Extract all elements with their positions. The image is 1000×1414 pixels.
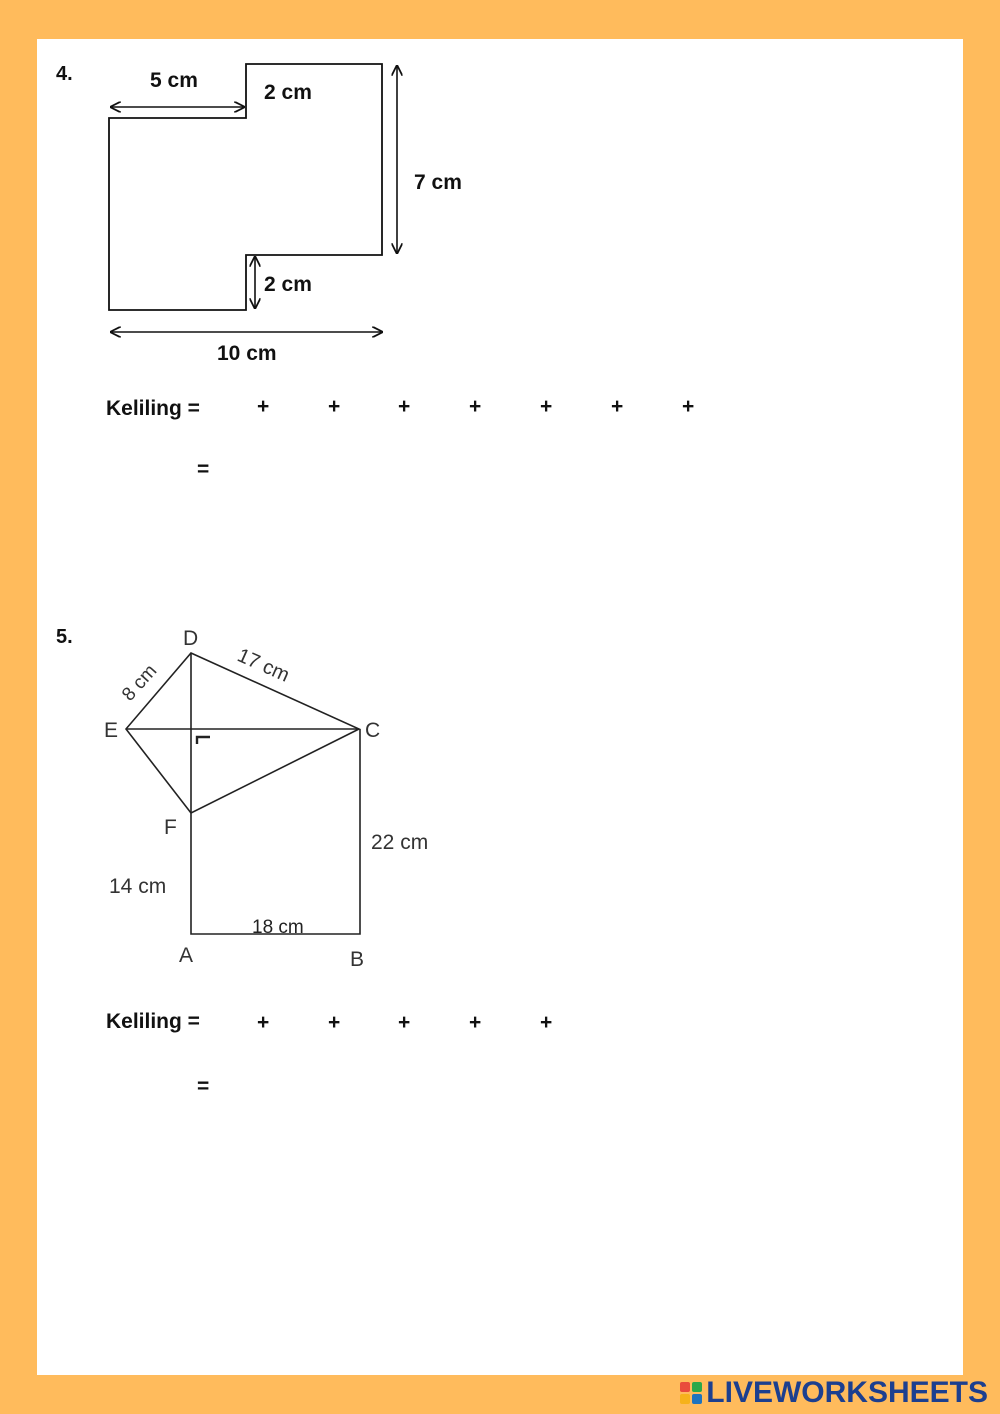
label-DC: 17 cm (233, 644, 293, 687)
q5-answer-4[interactable] (420, 1010, 470, 1040)
question-4-equals: = (197, 458, 210, 481)
question-4-number: 4. (56, 63, 73, 85)
vertex-B: B (350, 948, 365, 971)
q4-plus-1: + (257, 395, 270, 418)
q5-answer-1[interactable] (208, 1010, 258, 1040)
q4-plus-6: + (611, 395, 624, 418)
q4-answer-4[interactable] (420, 395, 470, 425)
q4-answer-1[interactable] (208, 395, 258, 425)
q4-answer-7[interactable] (632, 395, 682, 425)
vertex-F: F (164, 816, 177, 839)
q4-answer-6[interactable] (561, 395, 611, 425)
q4-answer-3[interactable] (349, 395, 399, 425)
q5-answer-2[interactable] (278, 1010, 328, 1040)
vertex-D: D (183, 627, 199, 650)
rectangle-FABC (191, 729, 360, 934)
question-5-keliling-label: Keliling = (106, 1010, 200, 1033)
label-2cm-top: 2 cm (264, 81, 312, 104)
right-angle-marker (197, 737, 210, 744)
q4-answer-2[interactable] (278, 395, 328, 425)
label-2cm-bottom: 2 cm (264, 273, 312, 296)
label-ED: 8 cm (118, 660, 162, 706)
vertex-A: A (179, 944, 194, 967)
q4-answer-8[interactable] (704, 395, 754, 425)
label-7cm: 7 cm (414, 171, 462, 194)
q5-plus-4: + (469, 1011, 482, 1034)
vertex-E: E (104, 719, 119, 742)
q5-plus-3: + (398, 1011, 411, 1034)
q5-plus-1: + (257, 1011, 270, 1034)
vertex-C: C (365, 719, 381, 742)
q4-plus-7: + (682, 395, 695, 418)
liveworksheets-logo (680, 1378, 988, 1408)
label-5cm: 5 cm (150, 69, 198, 92)
label-AB: 18 cm (252, 917, 304, 938)
q4-total-answer[interactable] (218, 456, 342, 486)
q4-plus-5: + (540, 395, 553, 418)
label-FA: 14 cm (109, 875, 167, 898)
question-4-keliling-label: Keliling = (106, 397, 200, 420)
kite-shape (126, 653, 359, 813)
compound-shape (109, 64, 382, 310)
label-CB: 22 cm (371, 831, 429, 854)
q4-answer-5[interactable] (490, 395, 540, 425)
q5-plus-2: + (328, 1011, 341, 1034)
q5-answer-6[interactable] (561, 1010, 611, 1040)
liveworksheets-brand-text: LIVEWORKSHEETS (706, 1376, 988, 1409)
q4-plus-4: + (469, 395, 482, 418)
q5-plus-5: + (540, 1011, 553, 1034)
label-10cm: 10 cm (217, 342, 277, 365)
q5-answer-3[interactable] (349, 1010, 399, 1040)
liveworksheets-logo-icon (680, 1382, 702, 1404)
question-5-number: 5. (56, 626, 73, 648)
question-5-figure (100, 620, 450, 975)
q5-answer-5[interactable] (490, 1010, 540, 1040)
q4-plus-3: + (398, 395, 411, 418)
question-4-figure (100, 55, 480, 375)
q5-total-answer[interactable] (218, 1073, 342, 1103)
q4-plus-2: + (328, 395, 341, 418)
question-5-equals: = (197, 1075, 210, 1098)
